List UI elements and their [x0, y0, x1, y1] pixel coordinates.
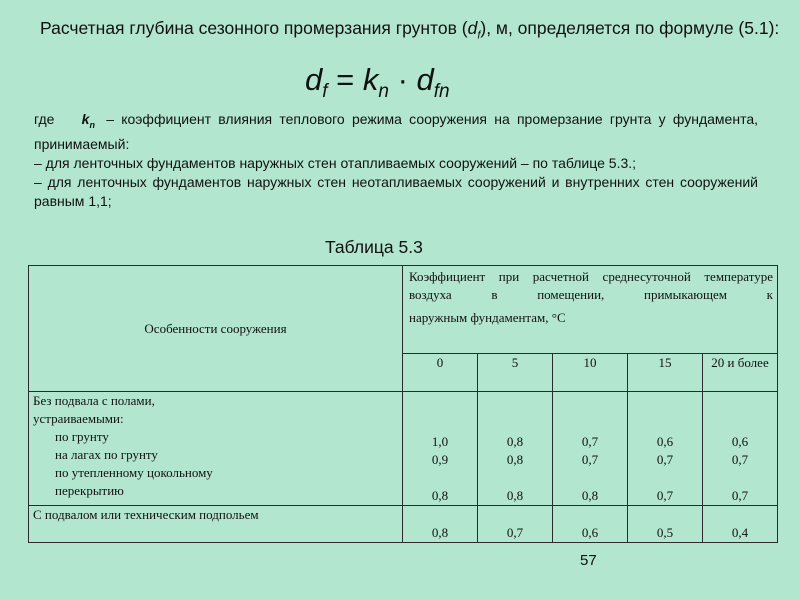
value: 0,8	[581, 488, 599, 503]
header-coefficient-line-1: Коэффициент при расчетной среднесуточной температуре воздуха в помещении, примыкающем к	[409, 269, 773, 302]
description-text: – коэффициент влияния теплового режима сооружения на промерзание грунта у фундамента, принимаемый:	[34, 111, 759, 152]
description-line-3: – для ленточных фундаментов наружных стен неотапливаемых сооружений и внутренних стен сооружений равным 1,1;	[34, 173, 758, 209]
value-cell: 0,8	[403, 506, 478, 543]
feature-sub-item: на лагах по грунту	[55, 447, 158, 462]
feature-title-line: устраиваемыми:	[33, 411, 124, 426]
value: 0,7	[656, 452, 674, 467]
value: 0,8	[506, 488, 524, 503]
value: 0,7	[731, 488, 749, 503]
value-cell: 0,5	[628, 506, 703, 543]
formula-k: k	[362, 62, 379, 97]
formula-dot: ·	[388, 62, 417, 97]
page-number: 57	[580, 552, 597, 569]
table-caption: Таблица 5.3	[325, 237, 423, 257]
formula-equals: =	[327, 62, 363, 97]
value: 0,8	[506, 452, 524, 467]
formula-lhs-sub: f	[322, 81, 328, 102]
header-coefficient-line-2: наружным фундаментам, °С	[409, 310, 566, 325]
description-k: k	[81, 111, 90, 127]
value-cell	[403, 392, 478, 506]
value-cell: 0,6	[553, 506, 628, 543]
value: 0,7	[581, 434, 599, 449]
header-feature: Особенности сооружения	[29, 266, 403, 392]
feature-title-line: Без подвала с полами,	[33, 393, 155, 408]
value-cell: 0,4	[703, 506, 778, 543]
value-cell	[478, 392, 553, 506]
feature-sub-item: по грунту	[55, 429, 109, 444]
value: 0,7	[581, 452, 599, 467]
table-header-row	[29, 266, 778, 354]
temperature-cell: 15	[628, 354, 703, 392]
intro-symbol: d	[467, 18, 478, 38]
value: 0,6	[656, 434, 674, 449]
temperature-cell: 10	[553, 354, 628, 392]
value: 0,7	[731, 452, 749, 467]
value-cell	[553, 392, 628, 506]
table-row	[29, 392, 778, 506]
value: 1,0	[431, 434, 449, 449]
description-line-2: – для ленточных фундаментов наружных стен отапливаемых сооружений – по таблице 5.3.;	[34, 154, 637, 171]
intro-symbol-sub: f	[477, 29, 481, 42]
feature-no-basement	[29, 392, 403, 506]
formula-rhs-sub: fn	[433, 81, 450, 102]
description	[34, 110, 758, 211]
header-coefficient	[403, 266, 778, 354]
value: 0,6	[731, 434, 749, 449]
value: 0,7	[656, 488, 674, 503]
intro-text-part: ), м, определяется по формуле (5.1):	[480, 18, 780, 38]
description-k-sub: n	[89, 119, 95, 130]
value: 0,9	[431, 452, 449, 467]
feature-sub-item: перекрытию	[55, 483, 124, 498]
feature-sub-item: по утепленному цокольному	[55, 465, 213, 480]
value: 0,8	[431, 488, 449, 503]
feature-with-basement: С подвалом или техническим подпольем	[29, 506, 403, 543]
intro-text	[40, 14, 780, 51]
value-cell	[703, 392, 778, 506]
temperature-cell: 0	[403, 354, 478, 392]
value-cell	[628, 392, 703, 506]
temperature-cell: 5	[478, 354, 553, 392]
formula-k-sub: n	[378, 81, 389, 102]
intro-text-part: Расчетная глубина сезонного промерзания грунтов (	[40, 18, 468, 38]
value-cell: 0,7	[478, 506, 553, 543]
formula-rhs: d	[416, 62, 434, 97]
temperature-cell: 20 и более	[703, 354, 778, 392]
table-row	[29, 506, 778, 543]
description-where: где	[34, 111, 55, 127]
description-line-1	[34, 110, 758, 154]
coefficient-table	[28, 265, 778, 543]
formula	[305, 62, 450, 103]
value: 0,8	[506, 434, 524, 449]
formula-lhs: d	[305, 62, 323, 97]
